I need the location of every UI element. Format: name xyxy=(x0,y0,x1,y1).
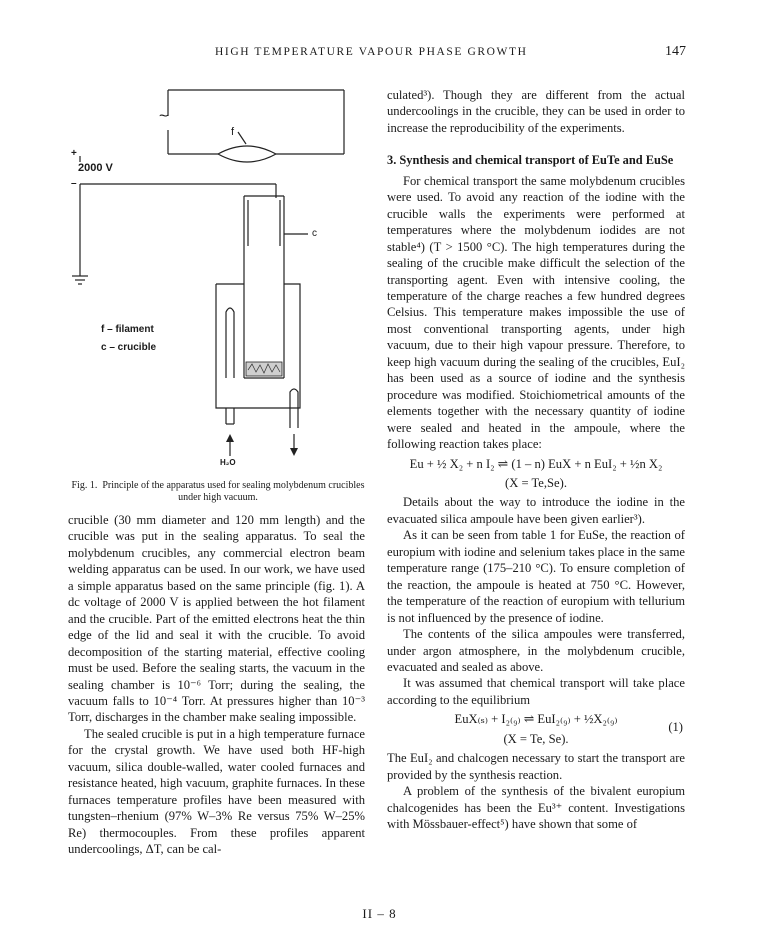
voltage-label: 2000 V xyxy=(78,162,113,174)
right-paragraph-4: The contents of the silica ampoules were transferred, under argon atmosphere, in the molybdenum crucible, evacuated and sealed as above. xyxy=(387,627,685,674)
right-paragraph-2: Details about the way to introduce the iodine in the evacuated silica ampoule have been given earlier³). xyxy=(387,495,685,526)
left-column xyxy=(68,512,365,858)
equation-2 xyxy=(387,711,685,747)
caption-text: Principle of the apparatus used for sealing molybdenum crucibles under high vacuum. xyxy=(102,480,365,503)
equation-2-line-2: (X = Te, Se). xyxy=(503,731,569,746)
right-paragraph-7: A problem of the synthesis of the bivalent europium chalcogenides has been the Eu³⁺ content. Investigations with Mössbauer-effect⁵) have shown that some of xyxy=(387,784,685,832)
equation-2-number: (1) xyxy=(668,720,683,735)
right-paragraph-1: For chemical transport the same molybdenum crucibles were used. To avoid any reaction of the iodine with the crucible walls the experiments were performed at temperatures where the molybdenum iodides are not stable⁴) (T > 1500 °C). The high temperatures during the sealing of the crucible make difficult the selection of the transporting agent. Even with intensive cooling, the temperature of the charge reaches a few hundred degrees Celsius. This temperature makes impossible the use of most conventional transporting agents, under high vacuum, due to their high vapour pressure. Therefore, to keep high vacuum during the sealing of the crucibles, EuI₂ has been used as a source of iodine and the synthesis procedure was modified. Stoichiometrical amounts of the elements together with the necessary quantity of iodine were sealed and heated in the ampoule, where the following reaction takes place: xyxy=(387,173,685,452)
figure-1 xyxy=(68,88,368,503)
right-column xyxy=(387,87,685,832)
right-paragraph-6: The EuI₂ and chalcogen necessary to start the transport are provided by the synthesis reaction. xyxy=(387,751,685,782)
equation-1-line-2: (X = Te,Se). xyxy=(505,475,567,490)
right-paragraph-3: As it can be seen from table 1 for EuSe, the reaction of europium with iodine and selenium takes place in the same temperature range (175–210 °C). To ensure completion of the reaction, the ampoule is heated at 750 °C. However, the temperature of the reaction of europium with tellurium is not influenced by the presence of iodine. xyxy=(387,528,685,625)
caption-prefix: Fig. 1. xyxy=(71,480,98,491)
left-paragraph-2: The sealed crucible is put in a high temperature furnace for the crystal growth. We have used both HF-high vacuum, silica double-walled, water cooled furnaces and resistance heated, high vacuum, graphite furnaces. In these furnaces temperature profiles have been measured with tungsten–rhenium (97% W–3% Re versus 75% W–25% Re) thermocouples. From these profiles apparent undercoolings, ΔT, can be cal- xyxy=(68,726,365,857)
page-footer: II – 8 xyxy=(362,906,397,921)
plus-sign: + xyxy=(71,148,77,159)
label-c: c xyxy=(312,228,317,239)
figure-caption xyxy=(68,480,368,504)
running-head: HIGH TEMPERATURE VAPOUR PHASE GROWTH xyxy=(215,46,528,58)
legend-filament: f – filament xyxy=(101,324,154,335)
page-number: 147 xyxy=(665,44,686,59)
minus-sign: – xyxy=(71,178,77,189)
page-header xyxy=(0,46,759,66)
legend-crucible: c – crucible xyxy=(101,342,157,353)
ac-symbol: ~ xyxy=(159,108,169,125)
equation-2-line-1: EuX₍ₛ₎ + I₂₍₉₎ ⇌ EuI₂₍₉₎ + ½X₂₍₉₎ xyxy=(454,712,618,727)
left-paragraph-1: crucible (30 mm diameter and 120 mm length) and the crucible was put in the sealing apparatus. To seal the molybdenum crucibles, any commercial electron beam welding apparatus can be used. In our work, we have used a simple apparatus based on the same principle (fig. 1). A dc voltage of 2000 V is applied between the hot filament and the crucible. Part of the emitted electrons heat the thin edge of the lid and seal it with the crucible. To avoid decomposition of the starting material, effective cooling must be used. Before the sealing starts, the vacuum in the sealing chamber is 10⁻⁶ Torr; during the sealing, the vacuum falls to 10⁻⁴ Torr. At pressures higher than 10⁻³ Torr, discharges in the chamber make sealing impossible. xyxy=(68,513,365,725)
apparatus-diagram xyxy=(68,88,368,478)
water-label: H₂O xyxy=(220,458,236,467)
label-f: f xyxy=(231,126,235,138)
section-heading: 3. Synthesis and chemical transport of EuTe and EuSe xyxy=(387,153,674,168)
continuation-paragraph: culated³). Though they are different from the actual undercoolings in the crucible, they can be used in order to increase the reproducibility of the experiments. xyxy=(387,88,685,135)
equation-1-line-1: Eu + ½ X₂ + n I₂ ⇌ (1 – n) EuX + n EuI₂ + ½n X₂ xyxy=(409,456,663,471)
right-paragraph-5: It was assumed that chemical transport will take place according to the equilibrium xyxy=(387,676,685,707)
